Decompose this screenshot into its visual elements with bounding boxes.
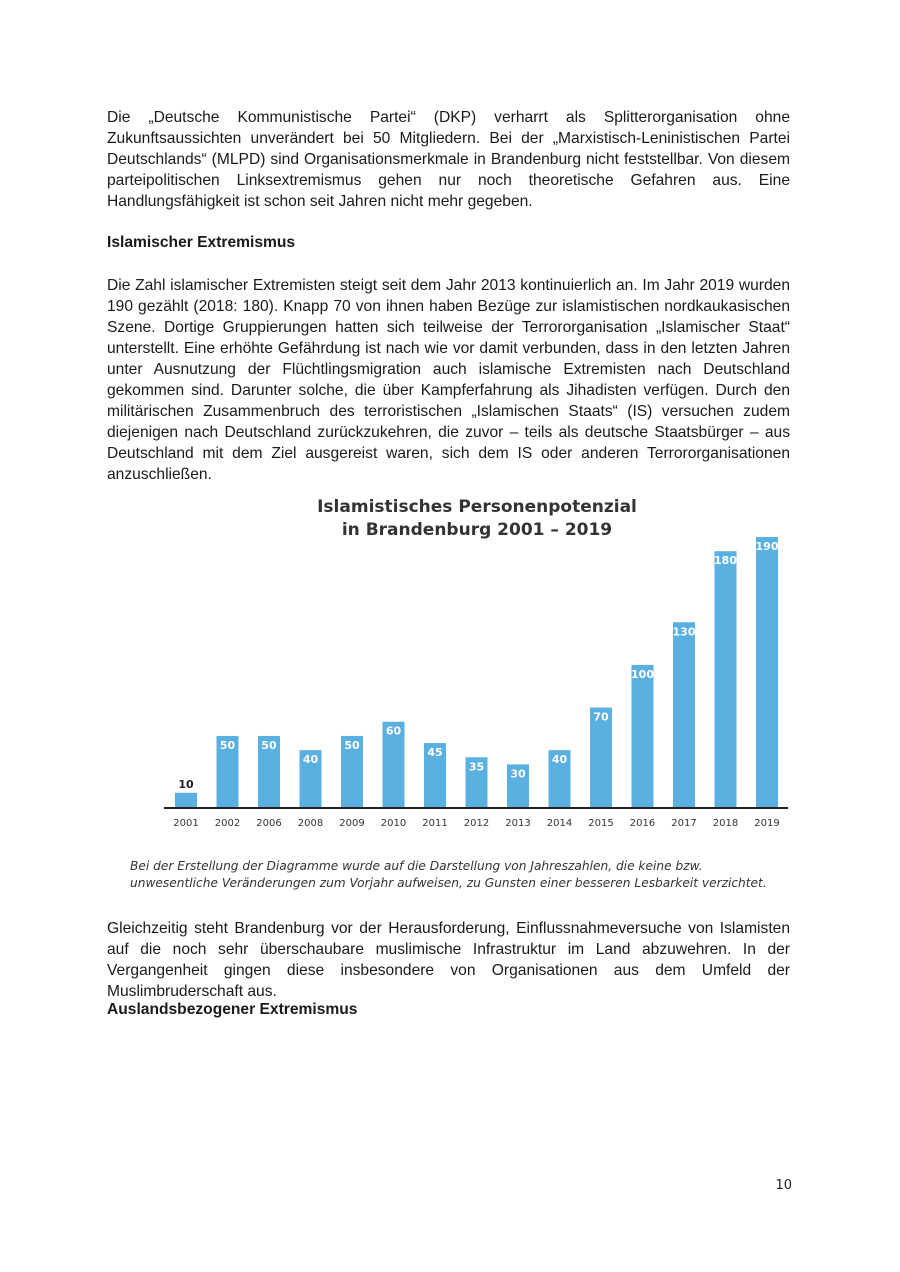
bar-2001: [175, 793, 197, 807]
x-tick-label-2016: 2016: [629, 818, 656, 829]
x-tick-label-2015: 2015: [588, 818, 614, 829]
bar-value-label-2015: 70: [593, 710, 609, 724]
x-tick-label-2002: 2002: [214, 818, 241, 829]
paragraph-gleichzeitig: Gleichzeitig steht Brandenburg vor der Herausforderung, Einflussnahmeversuche von Islamisten auf die noch sehr überschaubare muslimische Infrastruktur im Land abzuwehren. In der Vergangenheit gingen diese insbesondere von Organisationen aus dem Umfeld der Muslimbruderschaft aus.: [107, 920, 790, 1000]
bar-value-label-2008: 40: [302, 753, 319, 767]
bar-value-label-2002: 50: [219, 738, 236, 752]
bar-value-label-2006: 50: [261, 738, 277, 752]
chart-x-ticks: [173, 818, 779, 829]
bar-2016: [632, 665, 654, 807]
bar-value-label-2014: 40: [551, 753, 568, 767]
x-tick-label-2018: 2018: [712, 818, 739, 829]
x-tick-label-2011: 2011: [422, 818, 448, 829]
chart-bars: [175, 537, 779, 807]
x-tick-label-2008: 2008: [297, 818, 324, 829]
x-tick-label-2019: 2019: [754, 818, 780, 829]
paragraph-islamischer-extremismus: Die Zahl islamischer Extremisten steigt seit dem Jahr 2013 kontinuierlich an. Im Jahr 2019 wurden 190 gezählt (2018: 180). Knapp 70 von ihnen haben Bezüge zur islamistischen nordkaukasischen Szene. Dortige Gruppierungen hatten sich teilweise der Terrororganisation „Islamischer Staat“ unterstellt. Eine erhöhte Gefährdung ist nach wie vor damit verbunden, dass in den letzten Jahren unter Ausnutzung der Flüchtlingsmigration auch islamische Extremisten nach Deutschland gekommen sind. Darunter solche, die über Kampferfahrung als Jihadisten verfügen. Durch den militärischen Zusammenbruch des terroristischen „Islamischen Staats“ (IS) versuchen zudem diejenigen nach Deutschland zurückzukehren, die zuvor – teils als deutsche Staatsbürger – aus Deutschland mit dem Ziel ausgereist waren, sich dem IS oder anderen Terrororganisationen anzuschließen.: [107, 277, 790, 483]
bar-value-label-2009: 50: [344, 738, 360, 752]
bar-2018: [715, 551, 737, 807]
chart-title-line1: Islamistisches Personenpotenzial: [317, 497, 637, 517]
heading-auslandsbezogener-extremismus: Auslandsbezogener Extremismus: [107, 1001, 358, 1018]
page-number: 10: [775, 1178, 792, 1193]
bar-2019: [756, 537, 778, 807]
x-tick-label-2012: 2012: [463, 818, 490, 829]
bar-value-label-2010: 60: [385, 724, 402, 738]
bar-chart: [150, 488, 800, 838]
x-tick-label-2017: 2017: [671, 818, 697, 829]
bar-value-label-2012: 35: [468, 760, 485, 774]
heading-islamischer-extremismus: Islamischer Extremismus: [107, 234, 296, 251]
x-tick-label-2013: 2013: [505, 818, 531, 829]
x-tick-label-2014: 2014: [546, 818, 573, 829]
bar-value-label-2013: 30: [510, 767, 526, 781]
chart-note: Bei der Erstellung der Diagramme wurde auf die Darstellung von Jahreszahlen, die keine bzw. unwesentliche Veränderungen zum Vorjahr aufweisen, zu Gunsten einer besseren Lesbarkeit verzichtet.: [130, 859, 767, 890]
bar-value-label-2001: 10: [178, 777, 194, 791]
paragraph-dkp: Die „Deutsche Kommunistische Partei“ (DKP) verharrt als Splitterorganisation ohne Zukunftsaussichten unverändert bei 50 Mitgliedern. Bei der „Marxistisch-Leninistischen Partei Deutschlands“ (MLPD) sind Organisationsmerkmale in Brandenburg nicht feststellbar. Von diesem parteipolitischen Linksextremismus gehen nur noch theoretische Gefahren aus. Eine Handlungsfähigkeit ist schon seit Jahren nicht mehr gegeben.: [107, 109, 790, 210]
x-tick-label-2001: 2001: [173, 818, 199, 829]
bar-value-label-2017: 130: [672, 625, 696, 639]
x-tick-label-2010: 2010: [380, 818, 407, 829]
bar-value-label-2016: 100: [631, 667, 654, 681]
bar-value-label-2018: 180: [714, 554, 737, 568]
x-tick-label-2006: 2006: [256, 818, 282, 829]
bar-value-label-2019: 190: [755, 540, 779, 553]
bar-2017: [673, 622, 695, 807]
chart-title-line2: in Brandenburg 2001 – 2019: [341, 520, 613, 540]
x-tick-label-2009: 2009: [339, 818, 365, 829]
bar-value-label-2011: 45: [427, 746, 443, 760]
